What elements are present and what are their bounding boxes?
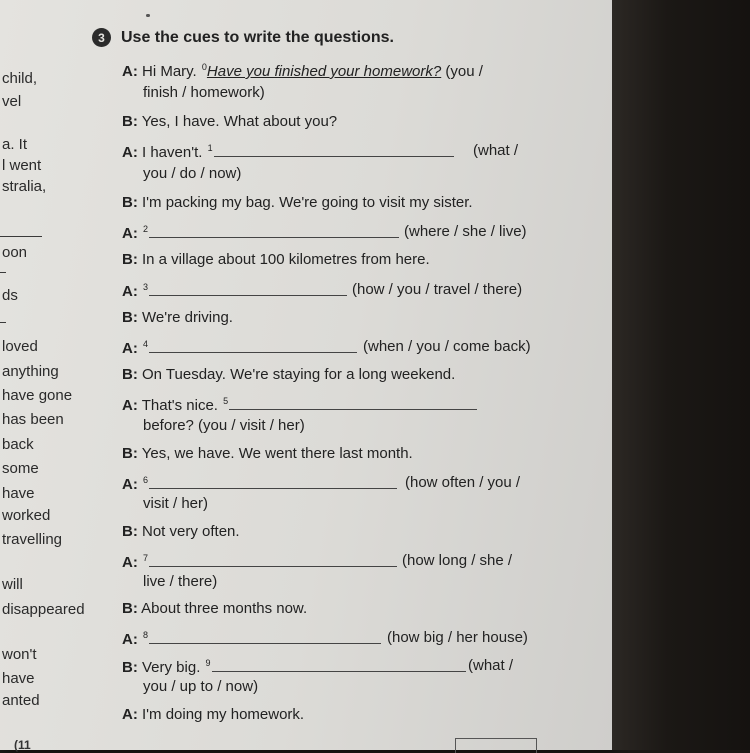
answer-blank[interactable] <box>212 656 466 672</box>
margin-word: disappeared <box>2 601 85 618</box>
dialogue-text: About three months now. <box>141 600 308 617</box>
margin-word: anted <box>2 692 40 709</box>
dialogue-line <box>122 522 240 542</box>
dialogue-text: I haven't. <box>142 144 203 161</box>
dialogue-line <box>122 250 430 270</box>
dialogue-line <box>122 308 233 328</box>
speaker-label: A: <box>122 554 138 571</box>
speaker-label: A: <box>122 63 138 80</box>
cue-text: (how long / she / <box>402 552 513 569</box>
dialogue-line <box>122 628 528 648</box>
margin-word: ds <box>2 287 18 304</box>
cue-text: (how big / her house) <box>387 629 528 646</box>
answer-blank[interactable] <box>149 280 347 296</box>
margin-word: anything <box>2 363 59 380</box>
dialogue-line <box>122 365 455 385</box>
speaker-label: B: <box>122 523 138 540</box>
speaker-label: A: <box>122 706 138 723</box>
margin-word: a. It <box>2 136 28 153</box>
dialogue-text: Not very often. <box>142 523 240 540</box>
dialogue-continuation <box>143 572 217 592</box>
dialogue-line <box>122 394 477 414</box>
dialogue-text: visit / her) <box>143 495 209 512</box>
dialogue-line <box>122 222 527 242</box>
margin-rule <box>0 272 6 273</box>
margin-word: back <box>2 436 34 453</box>
speaker-label: B: <box>122 600 138 617</box>
margin-word: have <box>2 670 35 687</box>
speaker-label: A: <box>122 144 138 161</box>
question-number: 6 <box>143 475 149 485</box>
dialogue-line <box>122 280 523 300</box>
dialogue-text: Yes, I have. What about you? <box>141 113 338 130</box>
dialogue-continuation <box>143 83 265 103</box>
dialogue-line <box>122 112 337 132</box>
dialogue-line <box>122 193 473 213</box>
cue-text: (when / you / come back) <box>363 338 531 355</box>
dialogue-text: On Tuesday. We're staying for a long weekend. <box>142 366 456 383</box>
margin-word: have <box>2 485 35 502</box>
dialogue-text: before? (you / visit / her) <box>143 417 305 434</box>
dialogue-text: you / do / now) <box>143 165 242 182</box>
answer-blank[interactable] <box>149 337 357 353</box>
exercise-heading <box>92 28 394 47</box>
margin-word: have gone <box>2 387 73 404</box>
speaker-label: A: <box>122 225 138 242</box>
answer-blank[interactable] <box>149 551 397 567</box>
dialogue-line <box>122 62 483 82</box>
speaker-label: B: <box>122 659 138 676</box>
dialogue-line <box>122 656 514 676</box>
margin-word: worked <box>2 507 51 524</box>
page-number: (11 <box>14 738 31 752</box>
speaker-label: A: <box>122 476 138 493</box>
answer-blank[interactable] <box>214 141 454 157</box>
dialogue-line <box>122 337 531 357</box>
dialogue-line <box>122 551 513 571</box>
speaker-label: A: <box>122 340 138 357</box>
question-number: 8 <box>143 630 149 640</box>
answer-blank[interactable] <box>149 473 397 489</box>
ink-speck <box>146 14 150 17</box>
margin-word: vel <box>2 93 22 110</box>
speaker-label: B: <box>122 251 138 268</box>
question-number: 7 <box>143 553 149 563</box>
question-number: 0 <box>201 62 207 72</box>
margin-word: won't <box>2 646 37 663</box>
dialogue-text: Hi Mary. <box>142 63 197 80</box>
dialogue-text: finish / homework) <box>143 84 265 101</box>
page-edge-shadow <box>612 0 750 750</box>
margin-word: some <box>2 460 39 477</box>
cue-text: (how often / you / <box>405 474 521 491</box>
answer-blank[interactable] <box>149 222 399 238</box>
footer-box <box>455 738 537 753</box>
example-answer: Have you finished your homework? <box>206 63 442 80</box>
margin-rule <box>0 322 6 323</box>
speaker-label: A: <box>122 283 138 300</box>
dialogue-line <box>122 705 304 725</box>
margin-word: has been <box>2 411 64 428</box>
margin-rule <box>0 236 42 237</box>
question-number: 3 <box>143 282 149 292</box>
question-number: 5 <box>223 396 229 406</box>
margin-word: l went <box>2 157 42 174</box>
dialogue-text: I'm doing my homework. <box>142 706 305 723</box>
dialogue-continuation <box>143 164 241 184</box>
margin-word: stralia, <box>2 178 47 195</box>
dialogue-continuation <box>143 416 305 436</box>
margin-word: travelling <box>2 531 63 548</box>
cue-text: (what / <box>473 142 519 159</box>
dialogue-line <box>122 599 307 619</box>
dialogue-text: live / there) <box>143 573 218 590</box>
dialogue-text: I'm packing my bag. We're going to visit my sister. <box>142 194 473 211</box>
speaker-label: A: <box>122 631 138 648</box>
answer-blank[interactable] <box>229 394 477 410</box>
dialogue-text: Yes, we have. We went there last month. <box>141 445 413 462</box>
dialogue-line <box>122 473 521 493</box>
question-number: 1 <box>207 143 213 153</box>
cue-text: (how / you / travel / there) <box>352 281 523 298</box>
exercise-title: Use the cues to write the questions. <box>121 28 394 46</box>
dialogue-text: We're driving. <box>142 309 233 326</box>
question-number: 2 <box>143 224 149 234</box>
margin-word: oon <box>2 244 28 261</box>
cue-text: (what / <box>468 657 514 674</box>
speaker-label: B: <box>122 366 138 383</box>
speaker-label: A: <box>122 397 138 414</box>
dialogue-text: you / up to / now) <box>143 678 259 695</box>
dialogue-continuation <box>143 677 258 697</box>
dialogue-line <box>122 141 519 161</box>
dialogue-text: That's nice. <box>141 397 218 414</box>
cue-text: (where / she / live) <box>404 223 527 240</box>
margin-word: loved <box>2 338 38 355</box>
dialogue-text: In a village about 100 kilometres from here. <box>142 251 430 268</box>
answer-blank[interactable] <box>149 628 381 644</box>
dialogue-text: Very big. <box>142 659 201 676</box>
margin-word: will <box>2 576 23 593</box>
margin-word: child, <box>2 70 38 87</box>
question-number: 9 <box>205 658 211 668</box>
cue-text: (you / <box>445 63 483 80</box>
speaker-label: B: <box>122 309 138 326</box>
dialogue-line <box>122 444 413 464</box>
speaker-label: B: <box>122 113 138 130</box>
dialogue-continuation <box>143 494 208 514</box>
exercise-number-badge: 3 <box>92 28 111 47</box>
speaker-label: B: <box>122 194 138 211</box>
question-number: 4 <box>143 339 149 349</box>
speaker-label: B: <box>122 445 138 462</box>
